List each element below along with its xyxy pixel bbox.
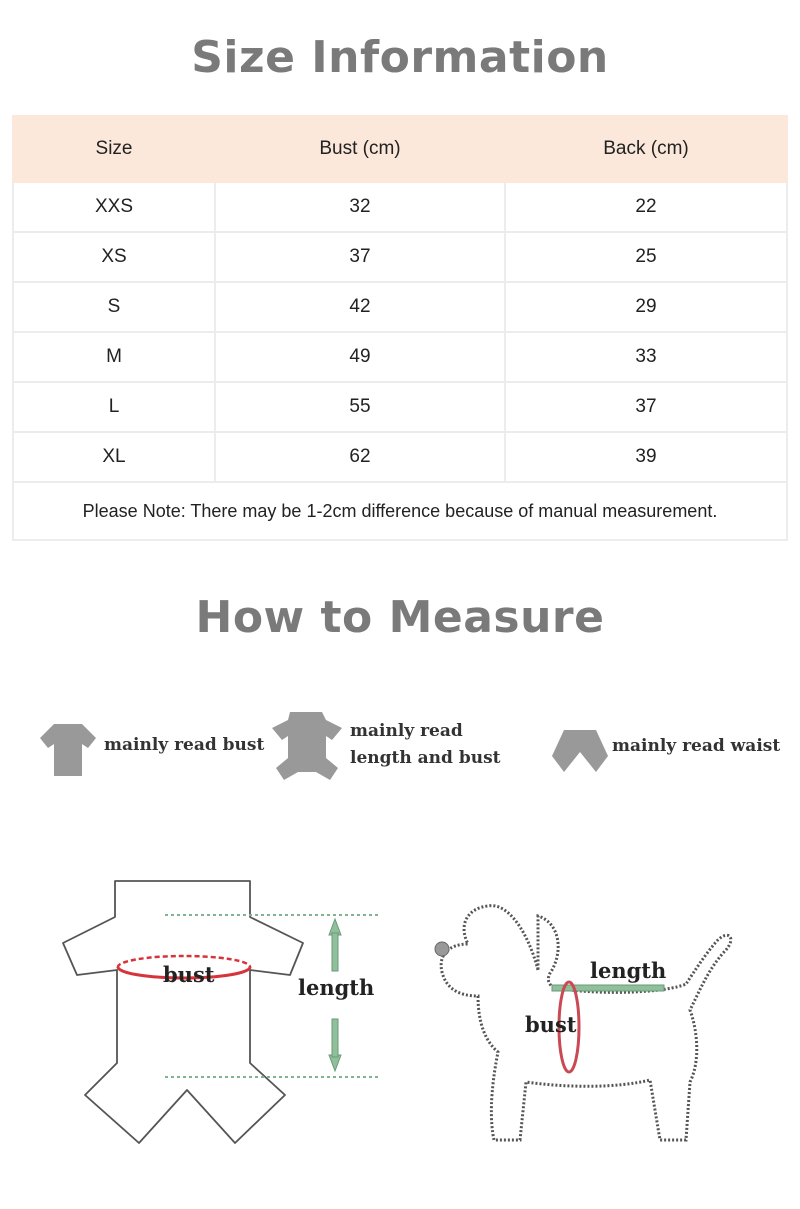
- bust-cell: 49: [215, 332, 505, 382]
- legend-text-line: mainly read: [350, 721, 463, 741]
- garment-diagram: [55, 875, 395, 1150]
- column-header-bust: Bust (cm): [215, 116, 505, 182]
- bust-cell: 32: [215, 182, 505, 232]
- legend-text-line: mainly read waist: [612, 736, 781, 756]
- jumpsuit-icon: [268, 710, 346, 782]
- legend-item-waist: [612, 733, 780, 760]
- back-cell: 33: [505, 332, 787, 382]
- garment-bust-label: bust: [163, 962, 215, 987]
- back-cell: 22: [505, 182, 787, 232]
- table-row: [13, 432, 787, 482]
- legend-item-length-bust: [350, 718, 501, 772]
- legend-text-line: mainly read bust: [104, 735, 265, 755]
- dog-length-label: length: [590, 958, 667, 983]
- dog-bust-label: bust: [525, 1012, 577, 1037]
- back-cell: 39: [505, 432, 787, 482]
- back-cell: 37: [505, 382, 787, 432]
- back-cell: 25: [505, 232, 787, 282]
- table-row: [13, 382, 787, 432]
- column-header-size: Size: [13, 116, 215, 182]
- table-row: [13, 282, 787, 332]
- legend-item-bust: [104, 732, 264, 759]
- table-row: [13, 182, 787, 232]
- bust-cell: 37: [215, 232, 505, 282]
- size-cell: M: [13, 332, 215, 382]
- table-row: [13, 332, 787, 382]
- note-row: [13, 482, 787, 540]
- size-cell: XL: [13, 432, 215, 482]
- bust-cell: 55: [215, 382, 505, 432]
- table-header-row: [13, 116, 787, 182]
- size-table: [12, 115, 788, 541]
- size-cell: L: [13, 382, 215, 432]
- size-information-title: Size Information: [191, 32, 609, 83]
- garment-length-label: length: [298, 975, 375, 1000]
- bust-cell: 42: [215, 282, 505, 332]
- size-cell: XXS: [13, 182, 215, 232]
- back-cell: 29: [505, 282, 787, 332]
- legend-text-line: length and bust: [350, 748, 501, 768]
- column-header-back: Back (cm): [505, 116, 787, 182]
- bust-cell: 62: [215, 432, 505, 482]
- size-cell: XS: [13, 232, 215, 282]
- table-row: [13, 232, 787, 282]
- dog-diagram: [428, 892, 748, 1152]
- size-cell: S: [13, 282, 215, 332]
- how-to-measure-title: How to Measure: [195, 592, 605, 643]
- pants-icon: [550, 728, 610, 776]
- vest-icon: [40, 722, 100, 778]
- measurement-note: Please Note: There may be 1-2cm difference because of manual measurement.: [13, 482, 787, 540]
